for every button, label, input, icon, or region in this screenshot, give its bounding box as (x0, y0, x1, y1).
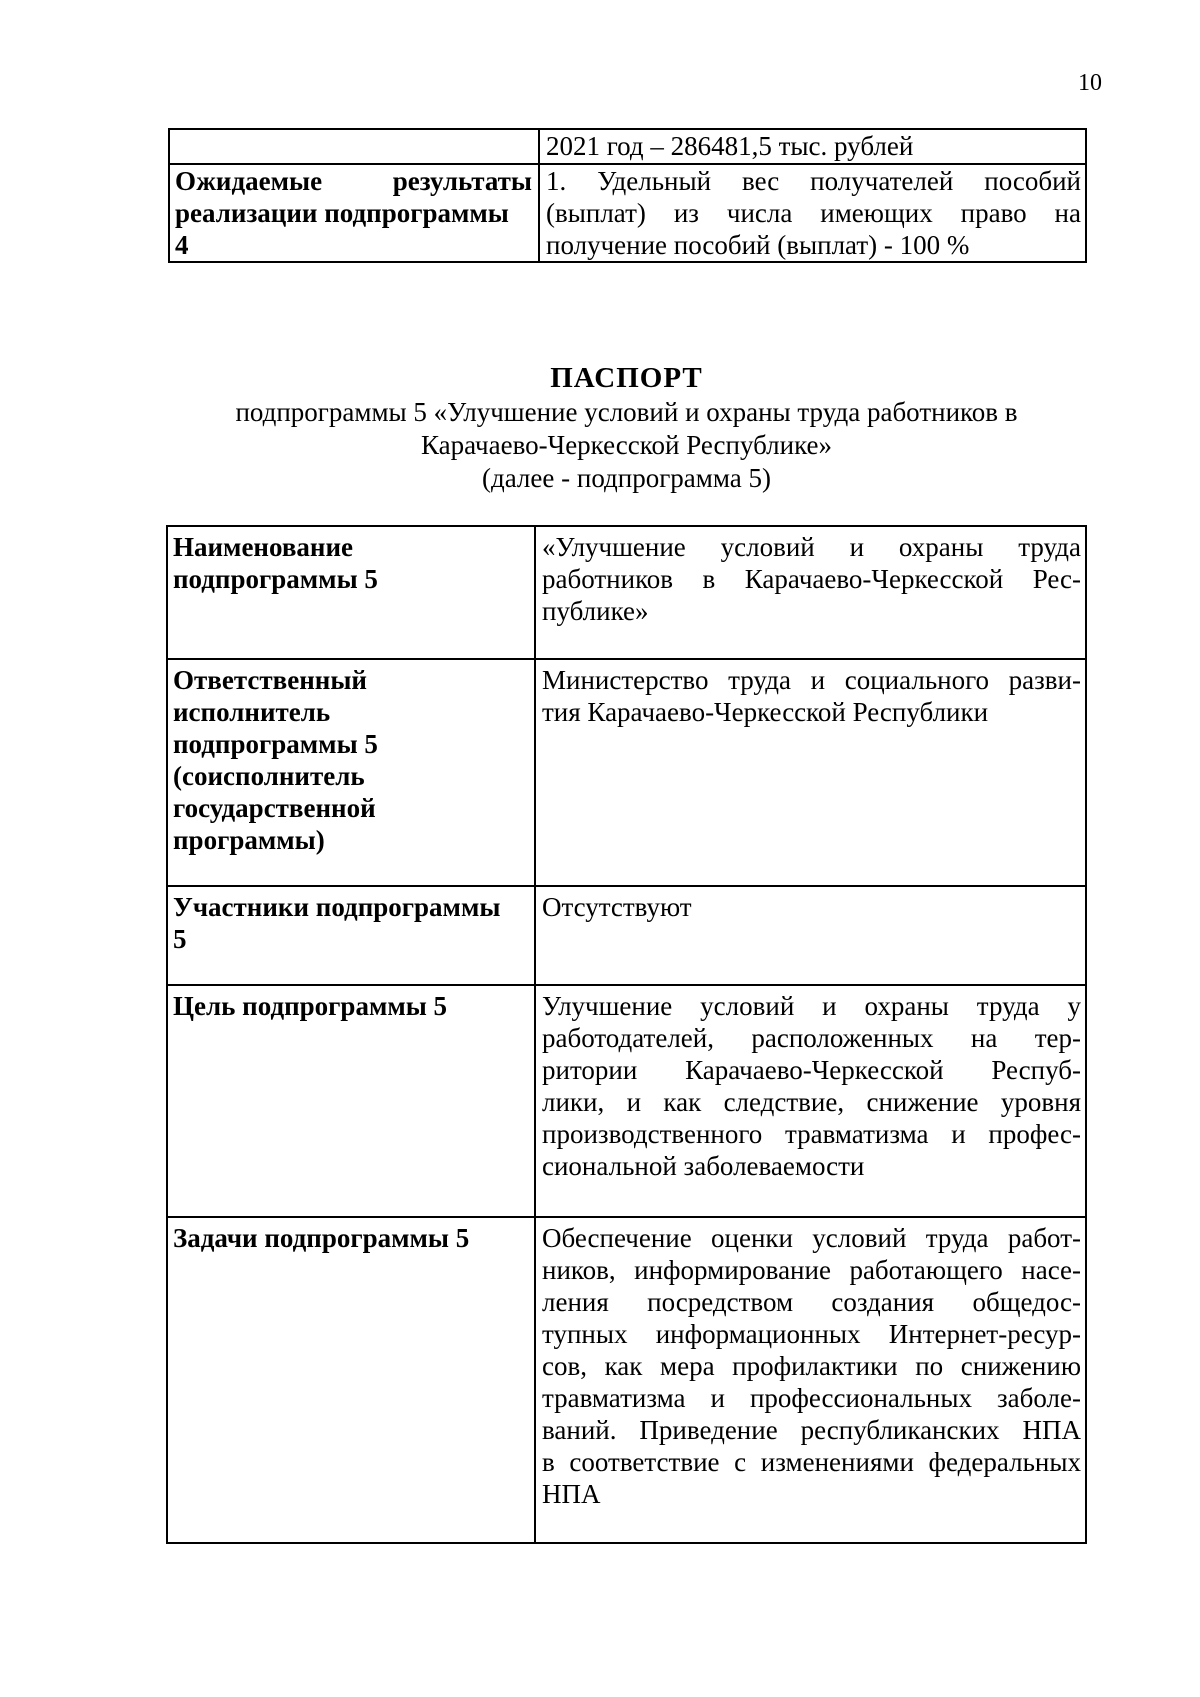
passport-table (166, 525, 1087, 1544)
cell-line: сиональной заболеваемости (542, 1151, 865, 1181)
cell-line: получение пособий (выплат) - 100 % (546, 230, 970, 260)
table-row (167, 526, 1086, 659)
label-line: Участники подпрограммы (173, 892, 501, 922)
cell-line: ваний. Приведение республиканских НПА (542, 1415, 1081, 1445)
tasks-value (535, 1217, 1086, 1543)
goal-label (167, 985, 535, 1217)
subprogram-alias-line: (далее - подпрограмма 5) (481, 463, 771, 493)
cell-line: ления посредством создания общедос- (542, 1287, 1081, 1317)
responsible-value (535, 659, 1086, 886)
cell-line: тупных информационных Интернет-ресур- (542, 1319, 1081, 1349)
funding-2021-cell (539, 129, 1086, 164)
cell-line: НПА (542, 1479, 601, 1509)
label-line: (соисполнитель (173, 761, 365, 791)
label-line: государственной (173, 793, 376, 823)
table-row (167, 985, 1086, 1217)
label-line: подпрограммы 5 (173, 729, 378, 759)
cell-line: ников, информирование работающего насе- (542, 1255, 1081, 1285)
cell-line: производственного травматизма и профес- (542, 1119, 1081, 1149)
cell-line: лики, и как следствие, снижение уровня (542, 1087, 1081, 1117)
label-line: Наименование (173, 532, 353, 562)
continuation-table (168, 128, 1087, 263)
table-row (169, 164, 1086, 262)
cell-line: Министерство труда и социального разви- (542, 665, 1081, 695)
cell-line: работодателей, расположенных на тер- (542, 1023, 1081, 1053)
cell-line: (выплат) из числа имеющих право на (546, 198, 1081, 228)
label-line: реализации подпрограммы (175, 198, 509, 228)
cell-line: травматизма и профессиональных заболе- (542, 1383, 1081, 1413)
name-value (535, 526, 1086, 659)
cell-line: публике» (542, 596, 649, 626)
label-line: подпрограммы 5 (173, 564, 378, 594)
label-line: программы) (173, 825, 325, 855)
table-row (167, 886, 1086, 985)
responsible-label (167, 659, 535, 886)
goal-value (535, 985, 1086, 1217)
label-line: 5 (173, 924, 187, 954)
cell-line: ритории Карачаево-Черкесской Респуб- (542, 1055, 1081, 1085)
label-line: Ожидаемые результаты (175, 166, 532, 196)
cell-line: в соответствие с изменениями федеральных (542, 1447, 1081, 1477)
cell-line: «Улучшение условий и охраны труда (542, 532, 1081, 562)
page-number: 10 (1078, 70, 1102, 96)
table-row (167, 659, 1086, 886)
cell-line: Отсутствуют (542, 892, 692, 922)
name-label (167, 526, 535, 659)
cell-line: Обеспечение оценки условий труда работ- (542, 1223, 1081, 1253)
passport-title: ПАСПОРТ (550, 362, 703, 394)
table-row (169, 129, 1086, 164)
participants-value (535, 886, 1086, 985)
participants-label (167, 886, 535, 985)
row-label (169, 129, 539, 164)
passport-heading (168, 360, 1085, 495)
expected-results-value (539, 164, 1086, 262)
expected-results-label (169, 164, 539, 262)
subprogram-title-line: Карачаево-Черкесской Республике» (421, 430, 832, 460)
label-line: Ответственный (173, 665, 367, 695)
cell-line: 2021 год – 286481,5 тыс. рублей (546, 131, 914, 161)
label-line: 4 (175, 230, 189, 260)
label-line: Цель подпрограммы 5 (173, 991, 448, 1021)
cell-line: работников в Карачаево-Черкесской Рес- (542, 564, 1081, 594)
label-line: исполнитель (173, 697, 331, 727)
table-row (167, 1217, 1086, 1543)
subprogram-title-line: подпрограммы 5 «Улучшение условий и охраны труда работников в (235, 397, 1018, 427)
cell-line: Улучшение условий и охраны труда у (542, 991, 1081, 1021)
cell-line: тия Карачаево-Черкесской Республики (542, 697, 989, 727)
cell-line: 1. Удельный вес получателей пособий (546, 166, 1081, 196)
tasks-label (167, 1217, 535, 1543)
cell-line: сов, как мера профилактики по снижению (542, 1351, 1081, 1381)
label-line: Задачи подпрограммы 5 (173, 1223, 470, 1253)
